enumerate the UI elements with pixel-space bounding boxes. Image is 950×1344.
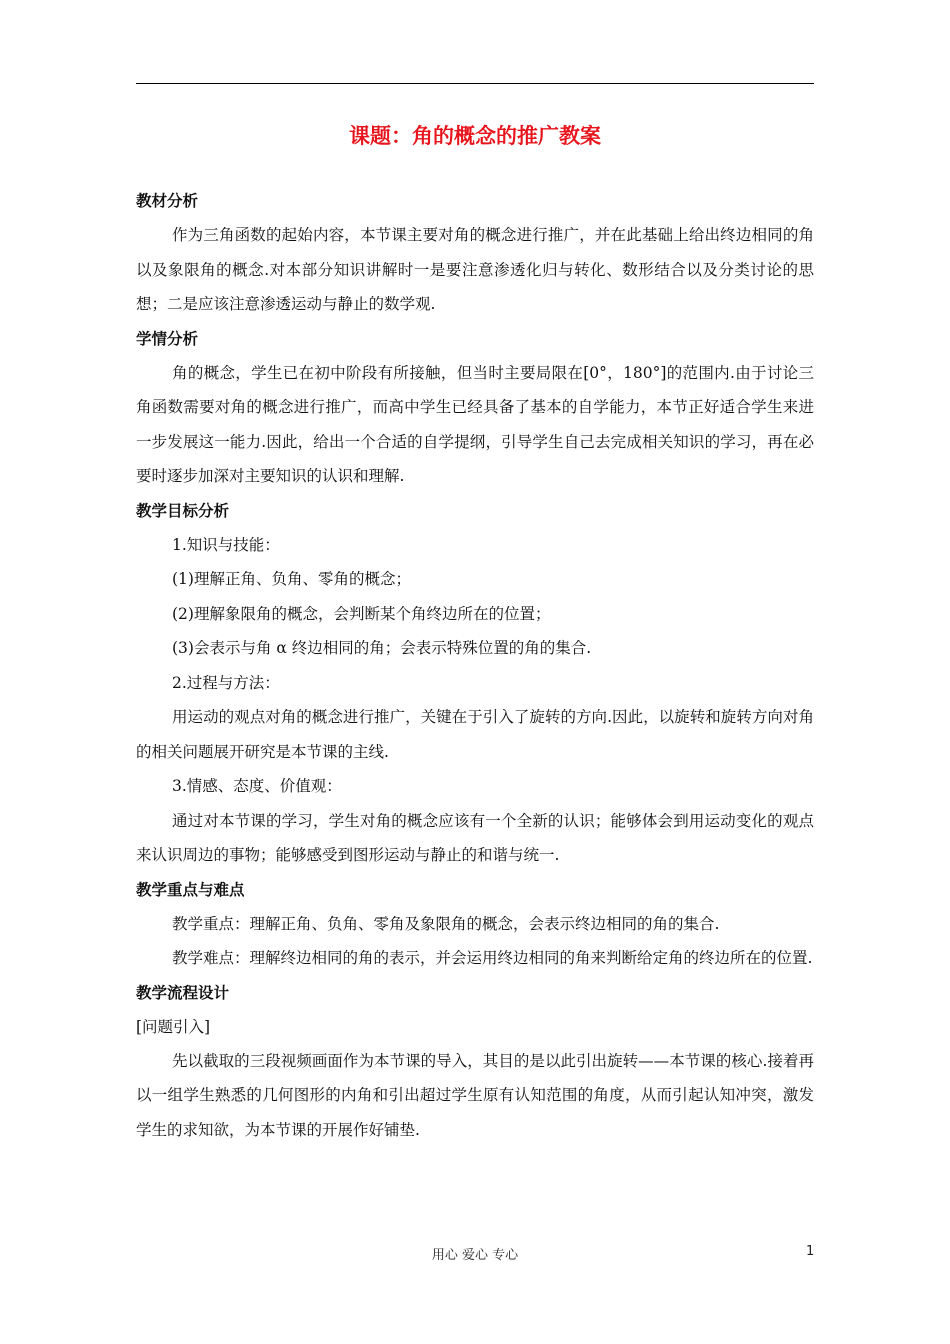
- goal-knowledge: 1.知识与技能：: [172, 535, 280, 554]
- header-rule: [136, 83, 814, 84]
- page-number: 1: [806, 1244, 815, 1259]
- keypoint-focus: 教学重点：理解正角、负角、零角及象限角的概念，会表示终边相同的角的集合.: [172, 914, 720, 933]
- heading-goals: 教学目标分析: [136, 501, 230, 520]
- page-footer: 用心 爱心 专心: [431, 1248, 519, 1263]
- heading-flow: 教学流程设计: [136, 983, 230, 1002]
- goal-knowledge-2: (2)理解象限角的概念，会判断某个角终边所在的位置；: [172, 604, 551, 623]
- page-title: 课题：角的概念的推广教案: [349, 124, 601, 148]
- goal-values-paragraph: 通过对本节课的学习，学生对角的概念应该有一个全新的认识；能够体会到用运动变化的观点来认识周边的事物；能够感受到图形运动与静止的和谐与统一.: [136, 811, 814, 864]
- subheading-intro: [问题引入]: [136, 1017, 211, 1036]
- document-body: [136, 118, 814, 1147]
- heading-students: 学情分析: [136, 329, 199, 348]
- goal-knowledge-3: (3)会表示与角 α 终边相同的角；会表示特殊位置的角的集合.: [172, 639, 592, 657]
- heading-materials: 教材分析: [136, 192, 199, 210]
- goal-knowledge-1: (1)理解正角、负角、零角的概念；: [172, 570, 411, 588]
- paragraph-students: 角的概念，学生已在初中阶段有所接触，但当时主要局限在[0°，180°]的范围内.由于讨论三角函数需要对角的概念进行推广，而高中学生已经具备了基本的自学能力，本节正好适合学生来进一步发展这一能力.因此，给出一个合适的自学提纲，引导学生自己去完成相关知识的学习，再在必要时逐步加深对主要知识的认识和理解.: [136, 363, 814, 485]
- keypoint-difficulty: 教学难点：理解终边相同的角的表示，并会运用终边相同的角来判断给定角的终边所在的位置.: [172, 949, 813, 967]
- goal-process-paragraph: 用运动的观点对角的概念进行推广，关键在于引入了旋转的方向.因此，以旋转和旋转方向对角的相关问题展开研究是本节课的主线.: [136, 708, 814, 761]
- heading-keypoints: 教学重点与难点: [136, 880, 245, 899]
- paragraph-intro: 先以截取的三段视频画面作为本节课的导入，其目的是以此引出旋转——本节课的核心.接着再以一组学生熟悉的几何图形的内角和引出超过学生原有认知范围的角度，从而引起认知冲突，激发学生的求知欲，为本节课的开展作好铺垫.: [136, 1051, 814, 1139]
- paragraph-materials: 作为三角函数的起始内容，本节课主要对角的概念进行推广，并在此基础上给出终边相同的角以及象限角的概念.对本部分知识讲解时一是要注意渗透化归与转化、数形结合以及分类讨论的思想；二是应该注意渗透运动与静止的数学观.: [136, 226, 814, 313]
- goal-values: 3.情感、态度、价值观：: [172, 777, 342, 795]
- goal-process: 2.过程与方法：: [172, 673, 280, 692]
